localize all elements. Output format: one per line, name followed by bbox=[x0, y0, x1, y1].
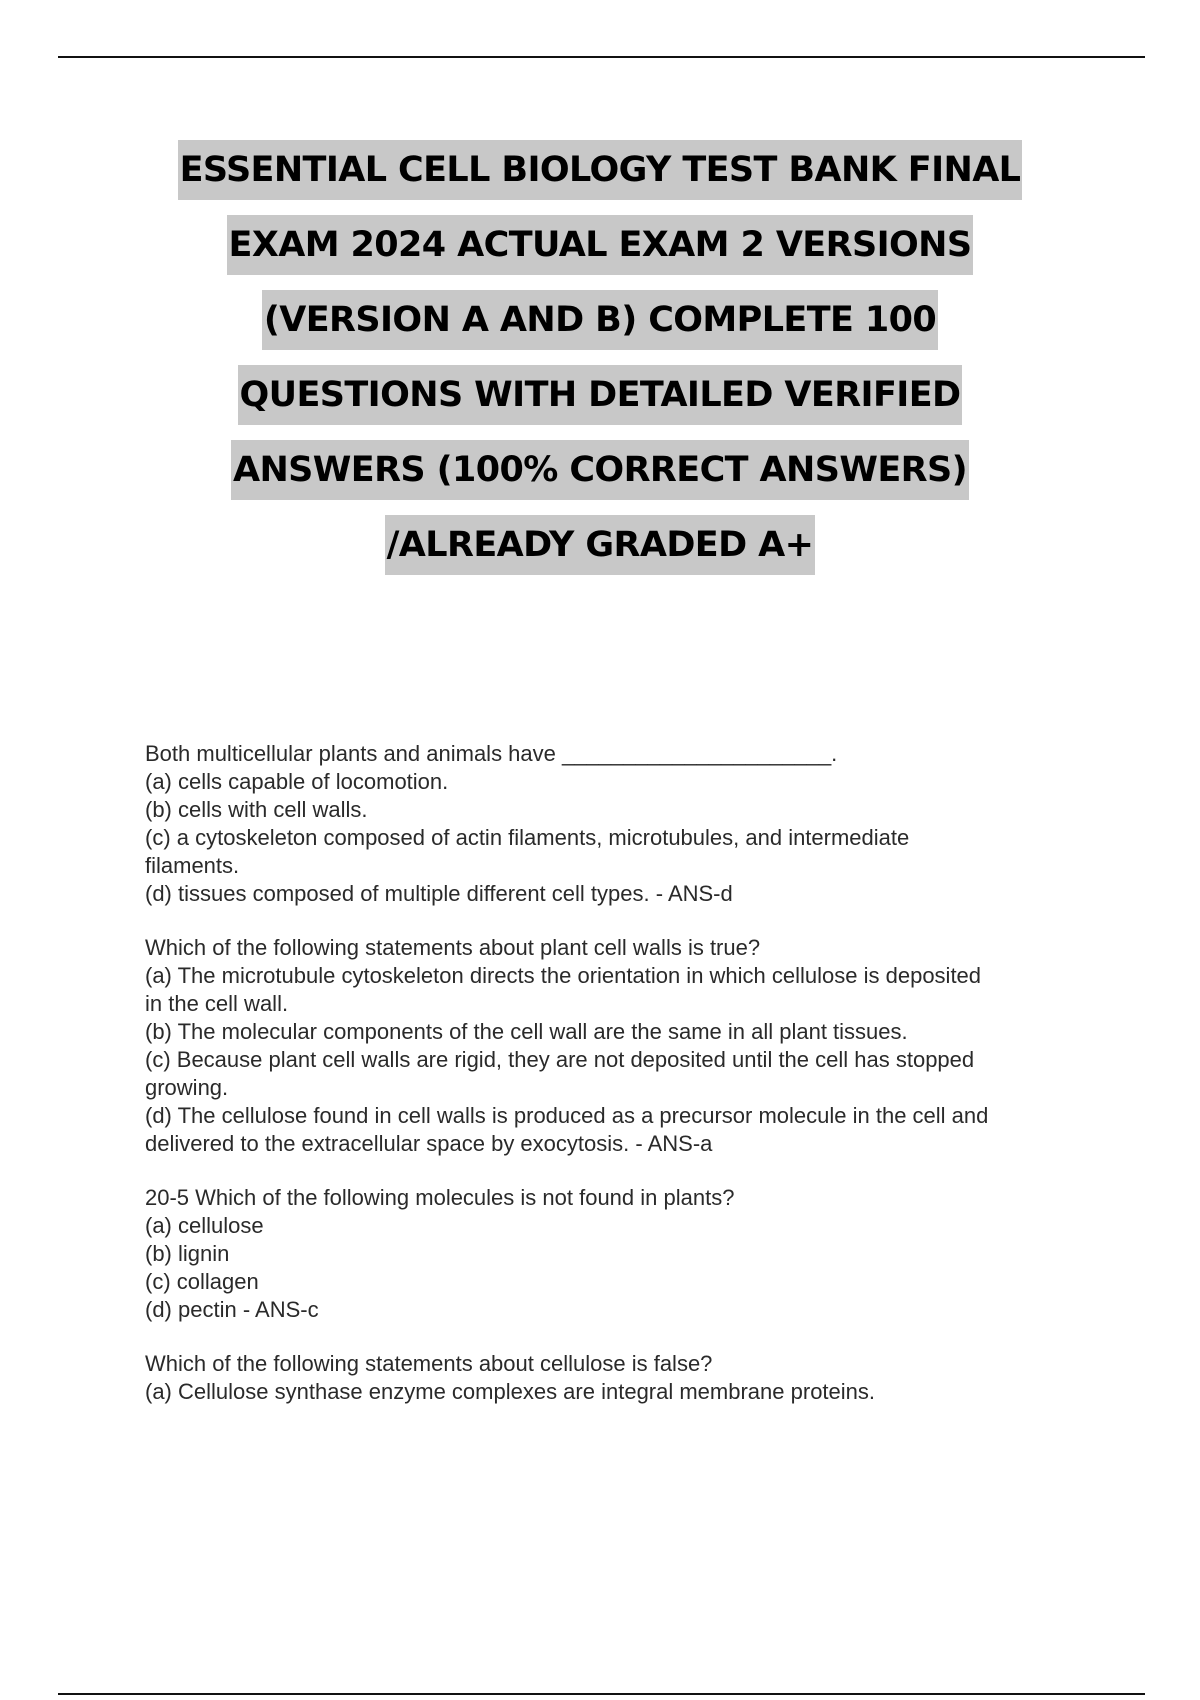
title-line: (VERSION A AND B) COMPLETE 100 bbox=[100, 290, 1100, 357]
answer-option: (d) The cellulose found in cell walls is produced as a precursor molecule in the cell and bbox=[145, 1103, 989, 1128]
answer-option: (c) a cytoskeleton composed of actin filaments, microtubules, and intermediate bbox=[145, 825, 910, 850]
title-line: QUESTIONS WITH DETAILED VERIFIED bbox=[100, 365, 1100, 432]
title-line: /ALREADY GRADED A+ bbox=[100, 515, 1100, 582]
question-2 bbox=[145, 934, 1085, 1158]
answer-option-continued: in the cell wall. bbox=[145, 991, 289, 1016]
answer-option: (a) cellulose bbox=[145, 1213, 264, 1238]
document-title bbox=[100, 140, 1100, 590]
answer-option: (b) The molecular components of the cell wall are the same in all plant tissues. bbox=[145, 1019, 908, 1044]
question-stem: 20-5 Which of the following molecules is not found in plants? bbox=[145, 1185, 735, 1210]
question-stem: Which of the following statements about plant cell walls is true? bbox=[145, 935, 761, 960]
title-line: ESSENTIAL CELL BIOLOGY TEST BANK FINAL bbox=[100, 140, 1100, 207]
answer-option-continued: delivered to the extracellular space by exocytosis. - ANS-a bbox=[145, 1131, 713, 1156]
answer-option: (d) pectin - ANS-c bbox=[145, 1297, 319, 1322]
answer-option-continued: growing. bbox=[145, 1075, 229, 1100]
answer-option: (b) lignin bbox=[145, 1241, 230, 1266]
bottom-rule bbox=[58, 1693, 1145, 1695]
title-line: EXAM 2024 ACTUAL EXAM 2 VERSIONS bbox=[100, 215, 1100, 282]
answer-option: (a) The microtubule cytoskeleton directs the orientation in which cellulose is deposited bbox=[145, 963, 982, 988]
question-list bbox=[145, 740, 1085, 1432]
question-stem: Both multicellular plants and animals have ______________________. bbox=[145, 741, 838, 766]
title-line: ANSWERS (100% CORRECT ANSWERS) bbox=[100, 440, 1100, 507]
answer-option-continued: filaments. bbox=[145, 853, 240, 878]
answer-option: (a) Cellulose synthase enzyme complexes are integral membrane proteins. bbox=[145, 1379, 876, 1404]
question-3 bbox=[145, 1184, 1085, 1324]
answer-option: (b) cells with cell walls. bbox=[145, 797, 368, 822]
question-1 bbox=[145, 740, 1085, 908]
answer-option: (d) tissues composed of multiple different cell types. - ANS-d bbox=[145, 881, 733, 906]
answer-option: (a) cells capable of locomotion. bbox=[145, 769, 449, 794]
answer-option: (c) collagen bbox=[145, 1269, 259, 1294]
answer-option: (c) Because plant cell walls are rigid, they are not deposited until the cell has stopped bbox=[145, 1047, 975, 1072]
question-stem: Which of the following statements about cellulose is false? bbox=[145, 1351, 713, 1376]
top-rule bbox=[58, 56, 1145, 58]
question-4 bbox=[145, 1350, 1085, 1406]
